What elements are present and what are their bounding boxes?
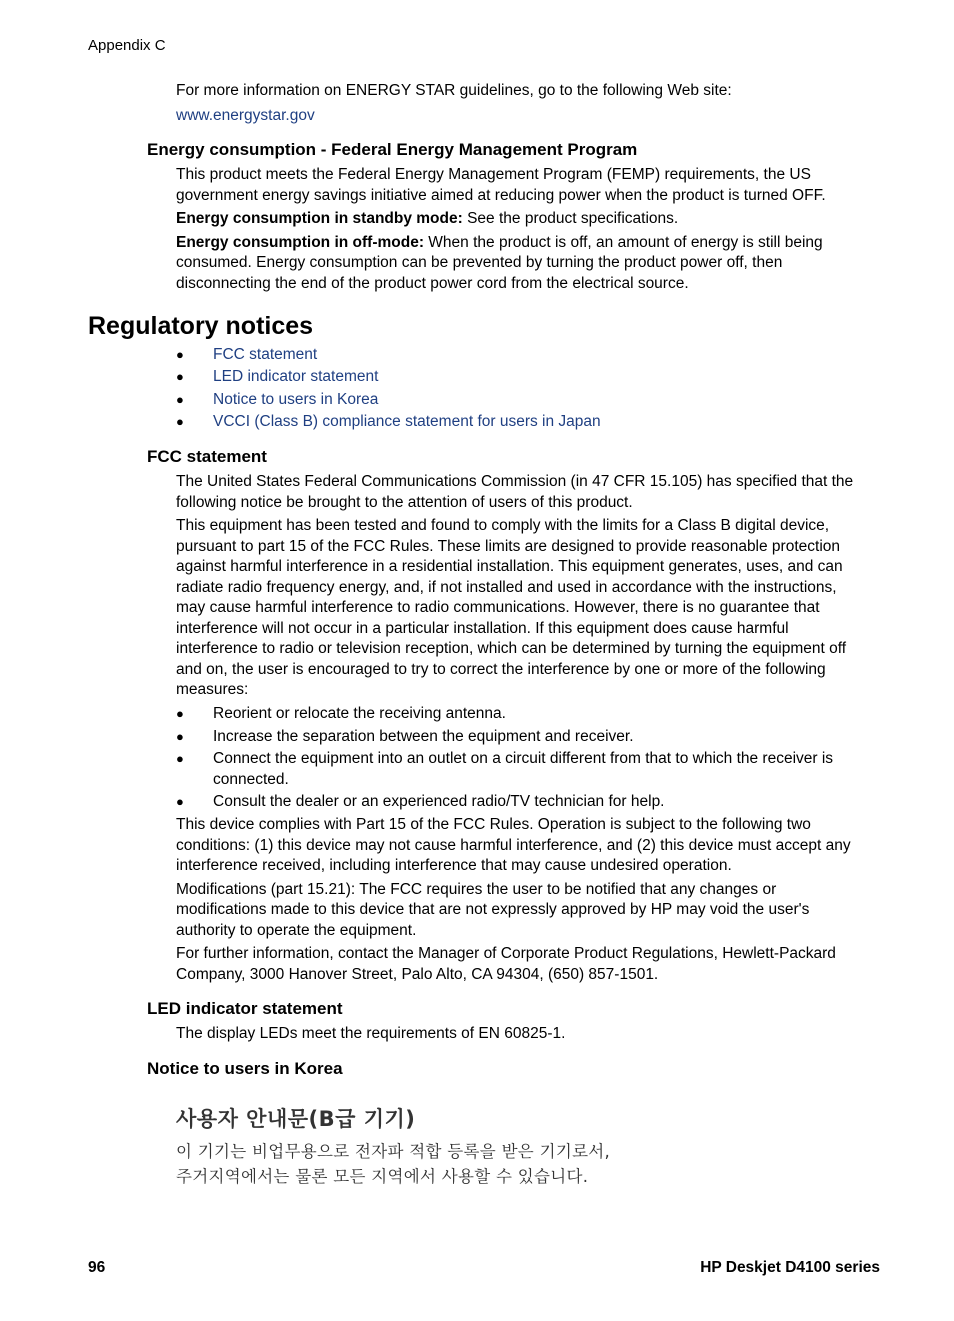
measure-text: Consult the dealer or an experienced radio/TV technician for help. — [213, 793, 665, 810]
text-line: Modifications (part 15.21): The FCC requires the user to be notified that any changes or — [176, 880, 777, 898]
text-line: against harmful interference in a residential installation. This equipment generates, uses, and can — [176, 558, 843, 575]
korea-notice-title: 사용자 안내문(B급 기기) — [176, 1107, 416, 1131]
korea-heading: Notice to users in Korea — [147, 1059, 343, 1078]
text-line: For further information, contact the Manager of Corporate Product Regulations, Hewlett-Packard — [176, 945, 836, 962]
regulatory-heading: Regulatory notices — [88, 312, 314, 340]
list-item — [176, 792, 886, 813]
bullet-icon: ● — [176, 413, 184, 429]
text-line: following notice be brought to the attention of users of this product. — [176, 493, 633, 511]
korea-line-2: 주거지역에서는 물론 모든 지역에서 사용할 수 있습니다. — [176, 1167, 589, 1186]
text-line: radiate radio frequency energy, and, if not installed and used in accordance with the instructions, — [176, 578, 837, 596]
text-line: measures: — [176, 681, 249, 698]
offmode-line-2: consumed. Energy consumption can be prevented by turning the product power off, then — [176, 254, 783, 271]
bullet-icon: ● — [176, 706, 184, 721]
offmode-paragraph — [176, 233, 886, 295]
bullet-icon: ● — [176, 751, 184, 766]
link-vcci-japan[interactable]: VCCI (Class B) compliance statement for users in Japan — [213, 412, 601, 430]
measure-text: Increase the separation between the equipment and receiver. — [213, 727, 634, 745]
list-item — [176, 412, 886, 434]
text-line: modifications made to this device that are not expressly approved by HP may void the user's — [176, 901, 810, 918]
bullet-icon: ● — [176, 347, 184, 362]
list-item — [176, 727, 886, 748]
running-head: Appendix C — [88, 37, 166, 54]
fcc-measures-list — [176, 704, 886, 815]
offmode-line-1: When the product is off, an amount of energy is still being — [424, 233, 823, 251]
fcc-body-top — [176, 472, 886, 701]
text-line: and on, the user is encouraged to try to correct the interference by one or more of the following — [176, 660, 826, 678]
standby-paragraph — [176, 209, 886, 230]
fcc-body-bottom — [176, 815, 886, 985]
list-item — [176, 345, 886, 367]
led-heading: LED indicator statement — [147, 999, 343, 1018]
product-name: HP Deskjet D4100 series — [700, 1259, 880, 1276]
text-line: conditions: (1) this device may not cause harmful interference, and (2) this device must accept any — [176, 836, 851, 854]
fcc-paragraph-4 — [176, 880, 886, 942]
fcc-paragraph-3 — [176, 815, 886, 877]
list-item — [176, 704, 886, 725]
measure-text: Reorient or relocate the receiving antenna. — [213, 705, 506, 722]
text-line: Company, 3000 Hanover Street, Palo Alto, CA 94304, (650) 857-1501. — [176, 965, 659, 983]
offmode-label: Energy consumption in off-mode: — [176, 233, 424, 251]
measure-text: Connect the equipment into an outlet on a circuit different from that to which the receiver is connected. — [213, 750, 834, 788]
text-line: interference will not occur in a particular installation. If this equipment does cause harmful — [176, 619, 789, 637]
femp-heading: Energy consumption - Federal Energy Management Program — [147, 140, 638, 159]
text-line: interference received, including interference that may cause undesired operation. — [176, 857, 732, 874]
page-number: 96 — [88, 1259, 106, 1276]
fcc-paragraph-5 — [176, 944, 886, 985]
bullet-icon: ● — [176, 794, 184, 809]
fcc-heading: FCC statement — [147, 447, 267, 466]
link-notice-korea[interactable]: Notice to users in Korea — [213, 390, 379, 408]
regulatory-link-list — [176, 345, 886, 434]
korea-line-1: 이 기기는 비업무용으로 전자파 적합 등록을 받은 기기로서, — [176, 1142, 611, 1161]
link-led-indicator-statement[interactable]: LED indicator statement — [213, 368, 379, 386]
femp-line-1: This product meets the Federal Energy Management Program (FEMP) requirements, the US — [176, 166, 811, 183]
text-line: authority to operate the equipment. — [176, 921, 417, 939]
korea-notice-text — [176, 1139, 610, 1189]
text-line: may cause harmful interference to radio communications. However, there is no guarantee that — [176, 599, 820, 616]
link-fcc-statement[interactable]: FCC statement — [213, 346, 318, 363]
femp-line-2: government energy savings initiative aimed at reducing power when the product is turned OFF. — [176, 186, 826, 204]
bullet-icon: ● — [176, 391, 184, 407]
list-item — [176, 367, 886, 389]
standby-label: Energy consumption in standby mode: — [176, 210, 463, 227]
list-item — [176, 390, 886, 412]
text-line: interference to radio or television reception, which can be determined by turning the equipment off — [176, 640, 847, 657]
energy-star-section — [176, 81, 886, 126]
standby-text: See the product specifications. — [462, 210, 679, 227]
offmode-line-3: disconnecting the end of the product power cord from the electrical source. — [176, 274, 689, 292]
text-line: The United States Federal Communications Commission (in 47 CFR 15.105) has specified that the — [176, 473, 854, 490]
bullet-icon: ● — [176, 728, 184, 744]
text-line: pursuant to part 15 of the FCC Rules. These limits are designed to provide reasonable protection — [176, 537, 841, 555]
bullet-icon: ● — [176, 369, 184, 385]
fcc-paragraph-2 — [176, 516, 886, 701]
femp-body — [176, 165, 886, 294]
femp-paragraph — [176, 165, 886, 206]
list-item — [176, 749, 886, 790]
text-line: This equipment has been tested and found to comply with the limits for a Class B digital device, — [176, 517, 830, 534]
energystar-link[interactable]: www.energystar.gov — [176, 106, 315, 124]
led-text: The display LEDs meet the requirements of EN 60825-1. — [176, 1025, 566, 1042]
fcc-paragraph-1 — [176, 472, 886, 513]
energy-star-intro: For more information on ENERGY STAR guidelines, go to the following Web site: — [176, 82, 732, 99]
text-line: This device complies with Part 15 of the FCC Rules. Operation is subject to the following two — [176, 816, 811, 833]
